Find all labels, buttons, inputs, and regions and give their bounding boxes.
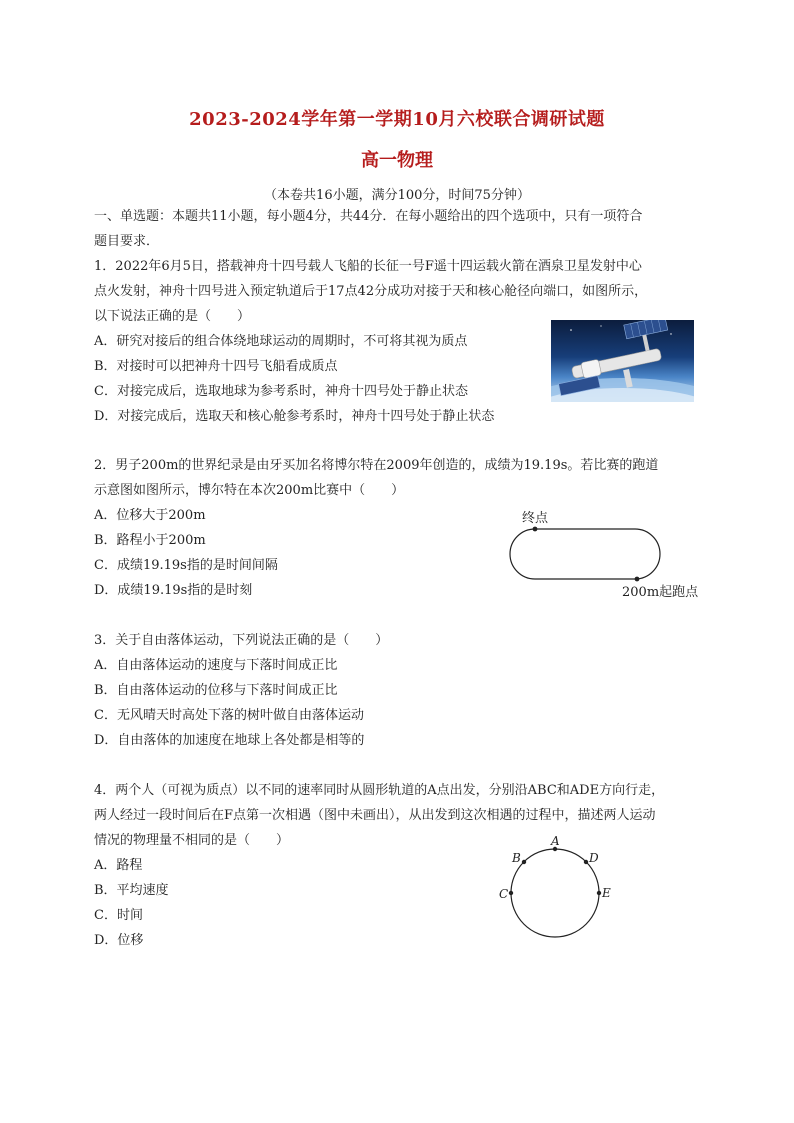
label-a: A — [551, 835, 560, 848]
point-c — [509, 891, 513, 895]
point-d — [584, 860, 588, 864]
q3-option-b: B．自由落体运动的位移与下落时间成正比 — [94, 683, 338, 698]
label-c: C — [499, 887, 509, 901]
q1-stem-line-2: 点火发射，神舟十四号进入预定轨道后于17点42分成功对接于天和核心舱径向端口，如图所示， — [94, 284, 648, 299]
q3-stem-line-1: 3．关于自由落体运动，下列说法正确的是（ ） — [94, 633, 389, 648]
q2-stem-line-2: 示意图如图所示，博尔特在本次200m比赛中（ ） — [94, 483, 405, 498]
finish-label: 终点 — [522, 511, 549, 526]
start-point — [635, 577, 640, 582]
q1-option-d: D．对接完成后，选取天和核心舱参考系时，神舟十四号处于静止状态 — [94, 409, 495, 424]
finish-point — [533, 527, 538, 532]
q3-option-c: C．无风晴天时高处下落的树叶做自由落体运动 — [94, 708, 364, 723]
label-d: D — [589, 851, 599, 865]
q4-option-b: B．平均速度 — [94, 883, 169, 898]
q4-stem-line-3: 情况的物理量不相同的是（ ） — [94, 833, 290, 848]
q1-option-c: C．对接完成后，选取地球为参考系时，神舟十四号处于静止状态 — [94, 384, 468, 399]
track-outline — [510, 529, 660, 579]
q2-option-d: D．成绩19.19s指的是时刻 — [94, 583, 253, 598]
start-label: 200m起跑点 — [622, 585, 699, 600]
q4-stem-line-1: 4．两个人（可视为质点）以不同的速率同时从圆形轨道的A点出发，分别沿ABC和ADE方向行走， — [94, 783, 665, 798]
q2-option-a: A．位移大于200m — [94, 508, 206, 523]
space-station-photo — [551, 320, 694, 402]
q3-option-d: D．自由落体的加速度在地球上各处都是相等的 — [94, 733, 365, 748]
exam-title: 2023-2024学年第一学期10月六校联合调研试题 — [189, 109, 605, 130]
q2-option-b: B．路程小于200m — [94, 533, 206, 548]
q4-stem-line-2: 两人经过一段时间后在F点第一次相遇（图中未画出），从出发到这次相遇的过程中，描述两人运动 — [94, 808, 656, 823]
point-e — [597, 891, 601, 895]
q2-stem-line-1: 2．男子200m的世界纪录是由牙买加名将博尔特在2009年创造的，成绩为19.19s。若比赛的跑道 — [94, 458, 659, 473]
q2-option-c: C．成绩19.19s指的是时间间隔 — [94, 558, 278, 573]
section-instruction-line-1: 一、单选题：本题共11小题，每小题4分，共44分．在每小题给出的四个选项中，只有一项符合 — [94, 209, 643, 224]
section-instruction-line-2: 题目要求． — [94, 234, 160, 249]
label-b: B — [512, 851, 521, 865]
q4-option-d: D．位移 — [94, 933, 144, 948]
q3-option-a: A．自由落体运动的速度与下落时间成正比 — [94, 658, 338, 673]
q4-option-a: A．路程 — [94, 858, 143, 873]
exam-subject: 高一物理 — [361, 150, 433, 171]
running-track-diagram — [500, 505, 705, 605]
q1-option-a: A．研究对接后的组合体绕地球运动的周期时，不可将其视为质点 — [94, 334, 468, 349]
q1-option-b: B．对接时可以把神舟十四号飞船看成质点 — [94, 359, 338, 374]
circular-track-diagram — [495, 835, 620, 940]
point-b — [522, 860, 526, 864]
exam-note: （本卷共16小题，满分100分，时间75分钟） — [264, 188, 530, 203]
space-station-illustration — [551, 320, 694, 402]
q1-stem-line-1: 1．2022年6月5日，搭载神舟十四号载人飞船的长征一号F遥十四运载火箭在酒泉卫星发射中心 — [94, 259, 642, 274]
q4-option-c: C．时间 — [94, 908, 143, 923]
label-e: E — [602, 886, 611, 900]
q1-stem-line-3: 以下说法正确的是（ ） — [94, 309, 251, 324]
